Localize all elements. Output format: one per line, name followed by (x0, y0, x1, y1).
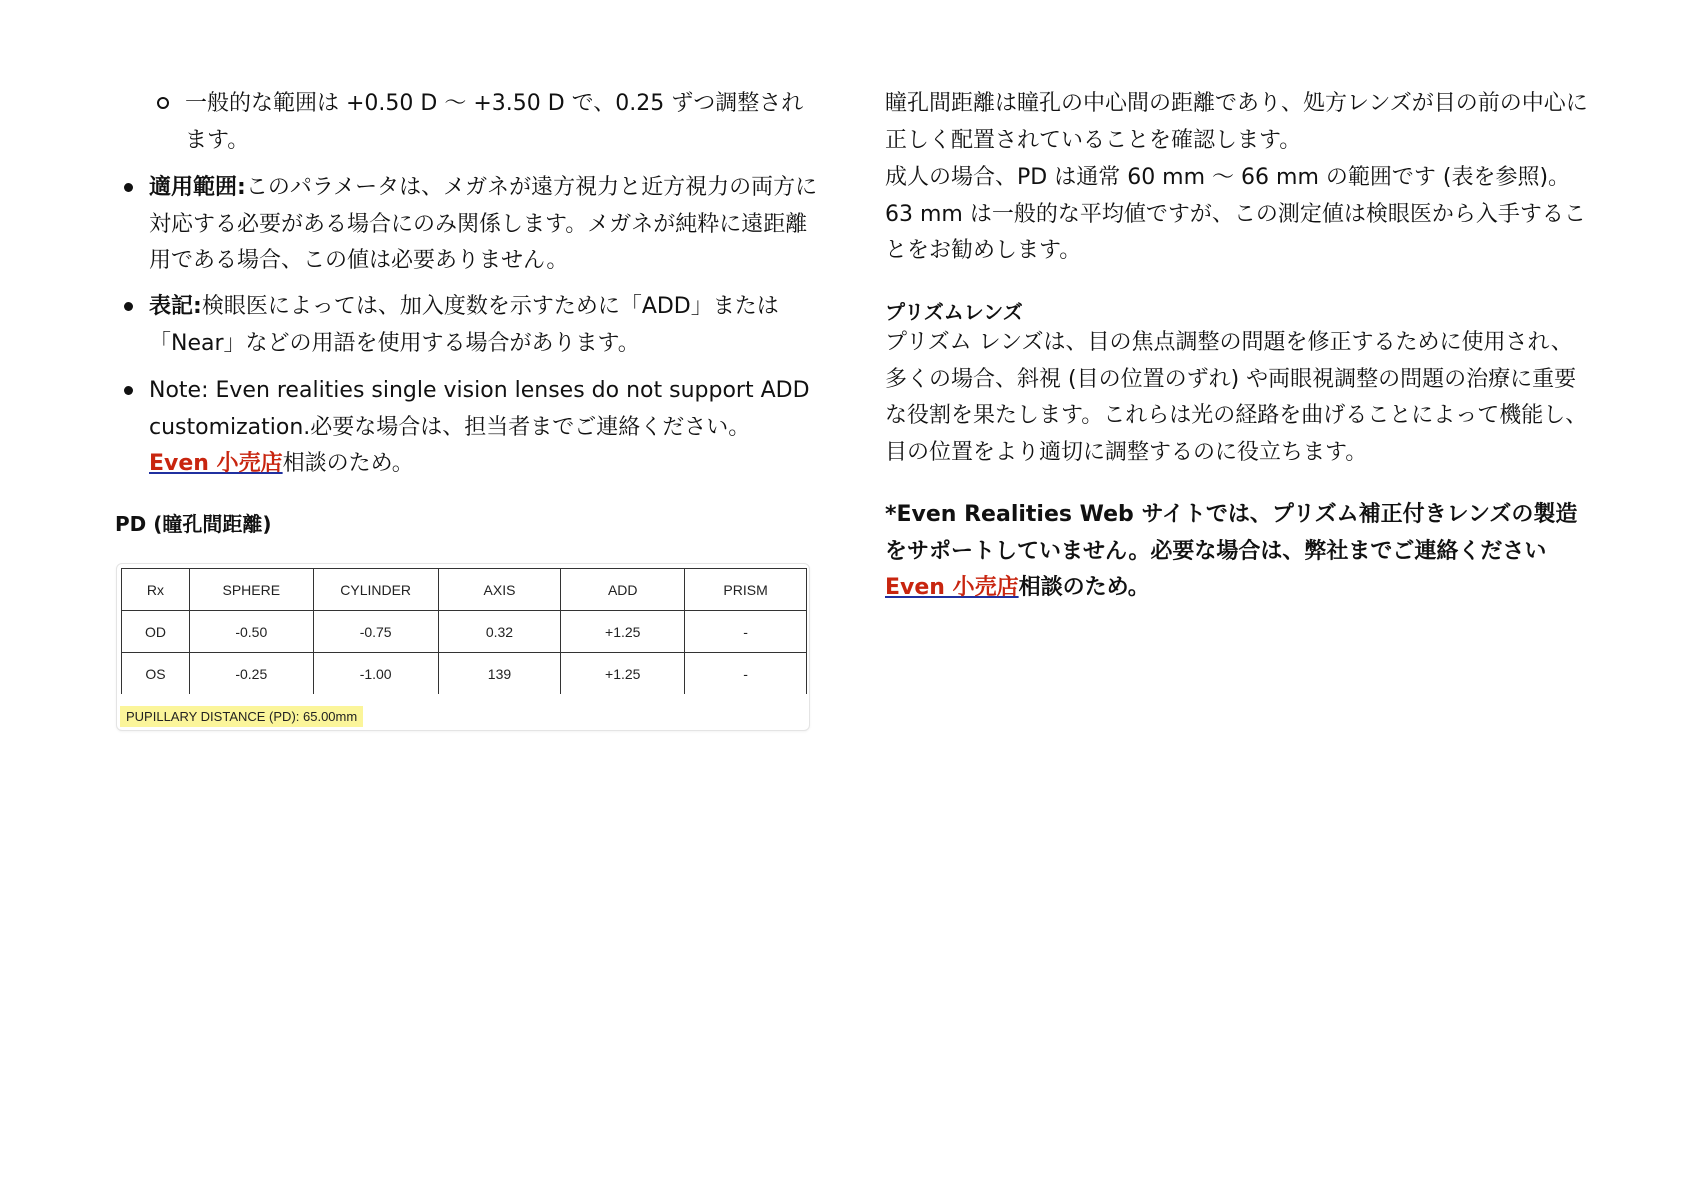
bullet-notation-label: 表記: (149, 294, 202, 319)
header-cell: ADD (561, 569, 685, 611)
prism-note-suffix: 相談のため。 (1018, 575, 1150, 600)
bullet-note (149, 373, 829, 483)
bullet-notation (149, 289, 829, 362)
bullet-applicability-label: 適用範囲: (149, 175, 246, 200)
table-cell: +1.25 (561, 611, 685, 653)
table-cell: -0.75 (313, 611, 438, 653)
sub-bullet-range: 一般的な範囲は +0.50 D 〜 +3.50 D で、0.25 ずつ調整されます。 (185, 91, 804, 153)
header-cell: Rx (122, 569, 190, 611)
table-header-row (122, 569, 807, 611)
prism-note (885, 497, 1590, 607)
header-cell: PRISM (685, 569, 807, 611)
prescription-table (121, 568, 807, 694)
table-cell: -0.50 (189, 611, 313, 653)
pd-value-highlight: PUPILLARY DISTANCE (PD): 65.00mm (120, 706, 363, 727)
bullet-marker (124, 183, 133, 192)
sub-bullet-marker (157, 97, 169, 109)
table-cell: - (685, 611, 807, 653)
table-cell: OD (122, 611, 190, 653)
pd-definition: 瞳孔間距離は瞳孔の中心間の距離であり、処方レンズが目の前の中心に正しく配置されていることを確認します。 (885, 91, 1588, 153)
table-cell: - (685, 653, 807, 695)
bullet-note-suffix: 相談のため。 (282, 451, 414, 476)
bullet-marker (124, 386, 133, 395)
table-cell: -0.25 (189, 653, 313, 695)
table-cell: +1.25 (561, 653, 685, 695)
prism-description: プリズム レンズは、目の焦点調整の問題を修正するために使用され、多くの場合、斜視 (目の位置のずれ) や両眼視調整の問題の治療に重要な役割を果たします。これらは光の経路を曲げることによって機能し、目の位置をより適切に調整するのに役立ちます。 (885, 330, 1588, 465)
table-cell: 139 (438, 653, 561, 695)
header-cell: CYLINDER (313, 569, 438, 611)
table-row (122, 611, 807, 653)
prism-heading: プリズムレンズ (885, 300, 1023, 324)
bullet-note-text: Note: Even realities single vision lenses do not support ADD customization.必要な場合は、担当者までご連絡ください。 (149, 378, 810, 440)
bullet-applicability-text: このパラメータは、メガネが遠方視力と近方視力の両方に対応する必要がある場合にのみ関係します。メガネが純粋に遠距離用である場合、この値は必要ありません。 (149, 175, 818, 273)
table-cell: OS (122, 653, 190, 695)
table-cell: -1.00 (313, 653, 438, 695)
retail-store-link[interactable]: Even 小売店 (885, 575, 1019, 600)
bullet-marker (124, 302, 133, 311)
header-cell: SPHERE (189, 569, 313, 611)
table-row (122, 653, 807, 695)
pd-range-text: 成人の場合、PD は通常 60 mm 〜 66 mm の範囲です (表を参照)。 63 mm は一般的な平均値ですが、この測定値は検眼医から入手することをお勧めします。 (885, 165, 1586, 263)
header-cell: AXIS (438, 569, 561, 611)
table-cell: 0.32 (438, 611, 561, 653)
prescription-image (116, 563, 810, 731)
pd-heading: PD (瞳孔間距離) (115, 512, 272, 536)
bullet-notation-text: 検眼医によっては、加入度数を示すために「ADD」または「Near」などの用語を使用する場合があります。 (149, 294, 779, 356)
retail-store-link[interactable]: Even 小売店 (149, 451, 283, 476)
prism-note-text: *Even Realities Web サイトでは、プリズム補正付きレンズの製造をサポートしていません。必要な場合は、弊社までご連絡ください (885, 502, 1578, 564)
bullet-applicability (149, 170, 829, 280)
